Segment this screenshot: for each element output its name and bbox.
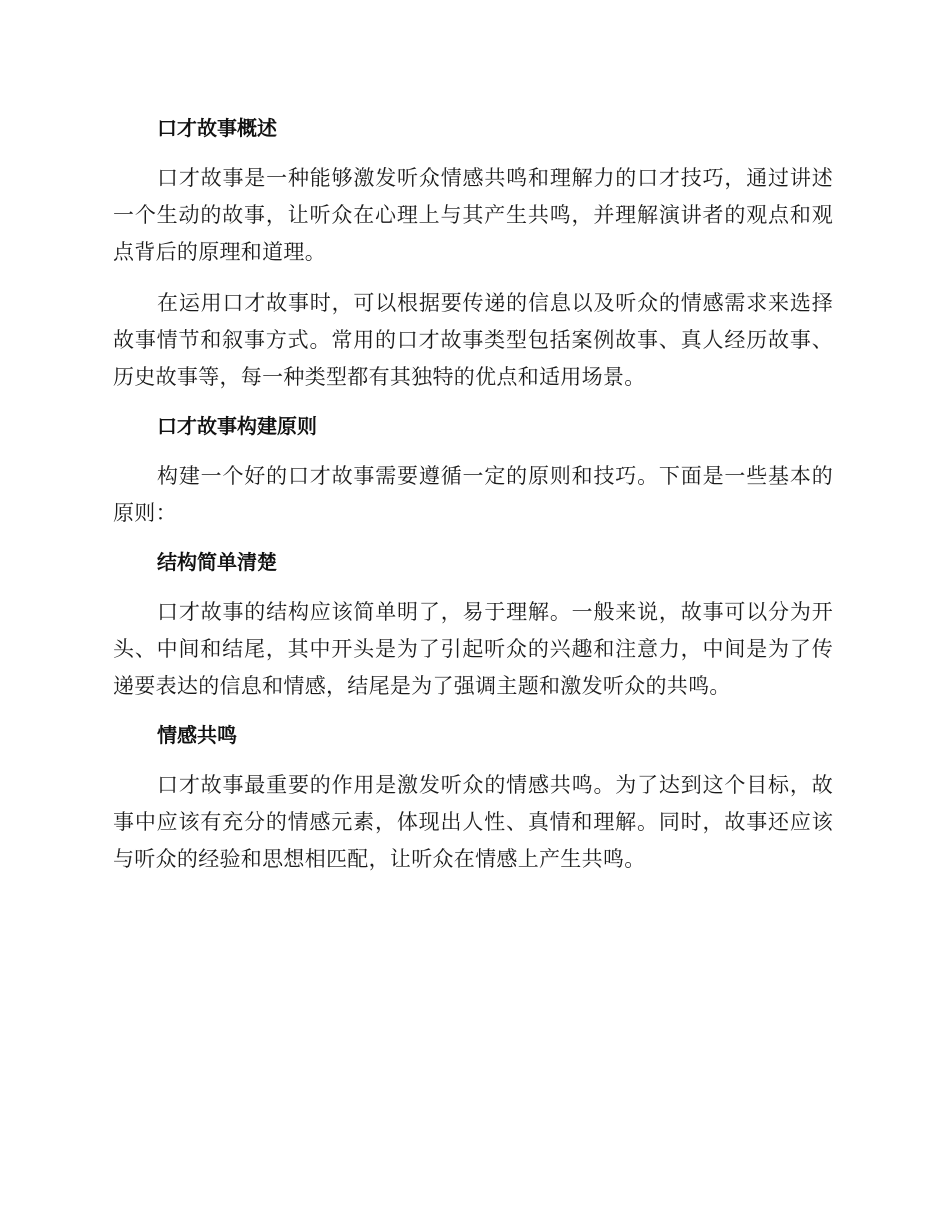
- document-body: [113, 110, 833, 878]
- paragraph: 口才故事是一种能够激发听众情感共鸣和理解力的口才技巧，通过讲述一个生动的故事，让听众在心理上与其产生共鸣，并理解演讲者的观点和观点背后的原理和道理。: [113, 166, 833, 264]
- paragraph: 构建一个好的口才故事需要遵循一定的原则和技巧。下面是一些基本的原则：: [113, 464, 833, 525]
- section-heading-principles: 口才故事构建原则: [157, 414, 317, 438]
- paragraph: 在运用口才故事时，可以根据要传递的信息以及听众的情感需求来选择故事情节和叙事方式。常用的口才故事类型包括案例故事、真人经历故事、历史故事等，每一种类型都有其独特的优点和适用场景。: [113, 291, 833, 389]
- section-heading-structure: 结构简单清楚: [157, 550, 277, 574]
- section-heading-overview: 口才故事概述: [157, 116, 277, 140]
- paragraph: 口才故事最重要的作用是激发听众的情感共鸣。为了达到这个目标，故事中应该有充分的情感元素，体现出人性、真情和理解。同时，故事还应该与听众的经验和思想相匹配，让听众在情感上产生共鸣。: [113, 773, 833, 871]
- paragraph: 口才故事的结构应该简单明了，易于理解。一般来说，故事可以分为开头、中间和结尾，其中开头是为了引起听众的兴趣和注意力，中间是为了传递要表达的信息和情感，结尾是为了强调主题和激发听众的共鸣。: [113, 600, 833, 698]
- section-heading-emotion: 情感共鸣: [157, 723, 237, 747]
